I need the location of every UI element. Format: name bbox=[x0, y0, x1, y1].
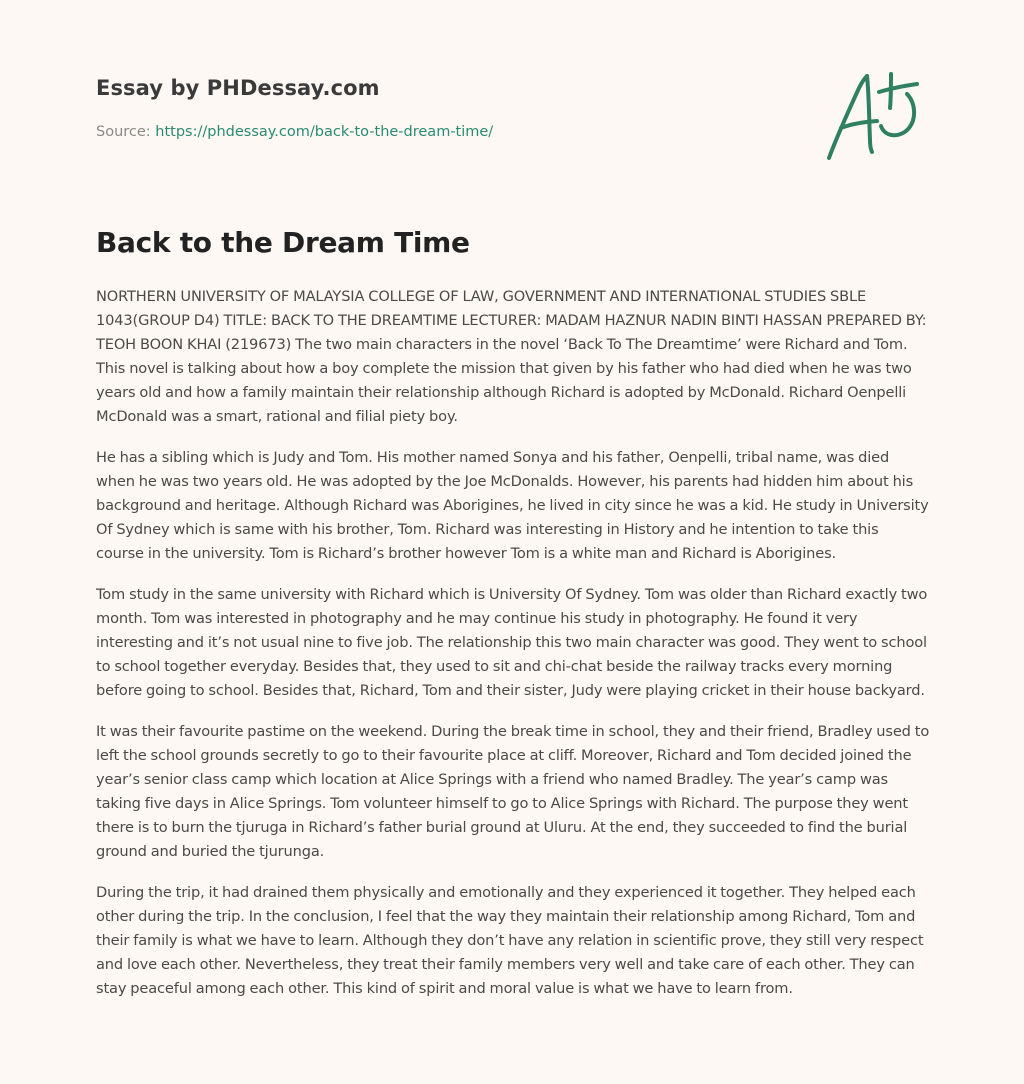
a-plus-logo-icon bbox=[823, 66, 927, 164]
paragraph: During the trip, it had drained them physically and emotionally and they experienced it together. They helped each other during the trip. In the conclusion, I feel that the way they maintain their relationship among Richard, Tom and their family is what we have to learn. Although they don’t have any relation in scientific prove, they still very respect and love each other. Nevertheless, they treat their family members very well and take care of each other. They can stay peaceful among each other. This kind of spirit and moral value is what we have to learn from. bbox=[96, 884, 924, 997]
paragraph: NORTHERN UNIVERSITY OF MALAYSIA COLLEGE OF LAW, GOVERNMENT AND INTERNATIONAL STUDIES SBLE 1043(GROUP D4) TITLE: BACK TO THE DREAMTIME LECTURER: MADAM HAZNUR NADIN BINTI HASSAN PREPARED BY: TEOH BOON KHAI (219673) The two main characters in the novel ‘Back To The Dreamtime’ were Richard and Tom. This novel is talking about how a boy complete the mission that given by his father who had died when he was two years old and how a family maintain their relationship although Richard is adopted by McDonald. Richard Oenpelli McDonald was a smart, rational and filial piety boy. bbox=[96, 288, 927, 425]
site-title: Essay by PHDessay.com bbox=[96, 76, 380, 100]
paragraph: He has a sibling which is Judy and Tom. His mother named Sonya and his father, Oenpelli, tribal name, was died when he was two years old. He was adopted by the Joe McDonalds. However, his parents had hidden him about his background and heritage. Although Richard was Aborigines, he lived in city since he was a kid. He study in University Of Sydney which is same with his brother, Tom. Richard was interesting in History and he intention to take this course in the university. Tom is Richard’s brother however Tom is a white man and Richard is Aborigines. bbox=[96, 449, 929, 562]
source-link[interactable]: https://phdessay.com/back-to-the-dream-time/ bbox=[155, 124, 494, 140]
source-label: Source: bbox=[96, 124, 156, 140]
essay-page bbox=[96, 0, 930, 997]
page-header bbox=[96, 0, 930, 190]
source-line bbox=[96, 124, 493, 140]
paragraph: It was their favourite pastime on the weekend. During the break time in school, they and their friend, Bradley used to left the school grounds secretly to go to their favourite place at cliff. Moreover, Richard and Tom decided joined the year’s senior class camp which location at Alice Springs with a friend who named Bradley. The year’s camp was taking five days in Alice Springs. Tom volunteer himself to go to Alice Springs with Richard. The purpose they went there is to burn the tjuruga in Richard’s father burial ground at Uluru. At the end, they succeeded to find the burial ground and buried the tjurunga. bbox=[96, 723, 930, 860]
document-body bbox=[96, 285, 930, 1018]
paragraph: Tom study in the same university with Richard which is University Of Sydney. Tom was older than Richard exactly two month. Tom was interested in photography and he may continue his study in photography. He found it very interesting and it’s not usual nine to five job. The relationship this two main character was good. They went to school to school together everyday. Besides that, they used to sit and chi-chat beside the railway tracks every morning before going to school. Besides that, Richard, Tom and their sister, Judy were playing cricket in their house backyard. bbox=[96, 586, 928, 699]
document-title: Back to the Dream Time bbox=[96, 226, 470, 259]
